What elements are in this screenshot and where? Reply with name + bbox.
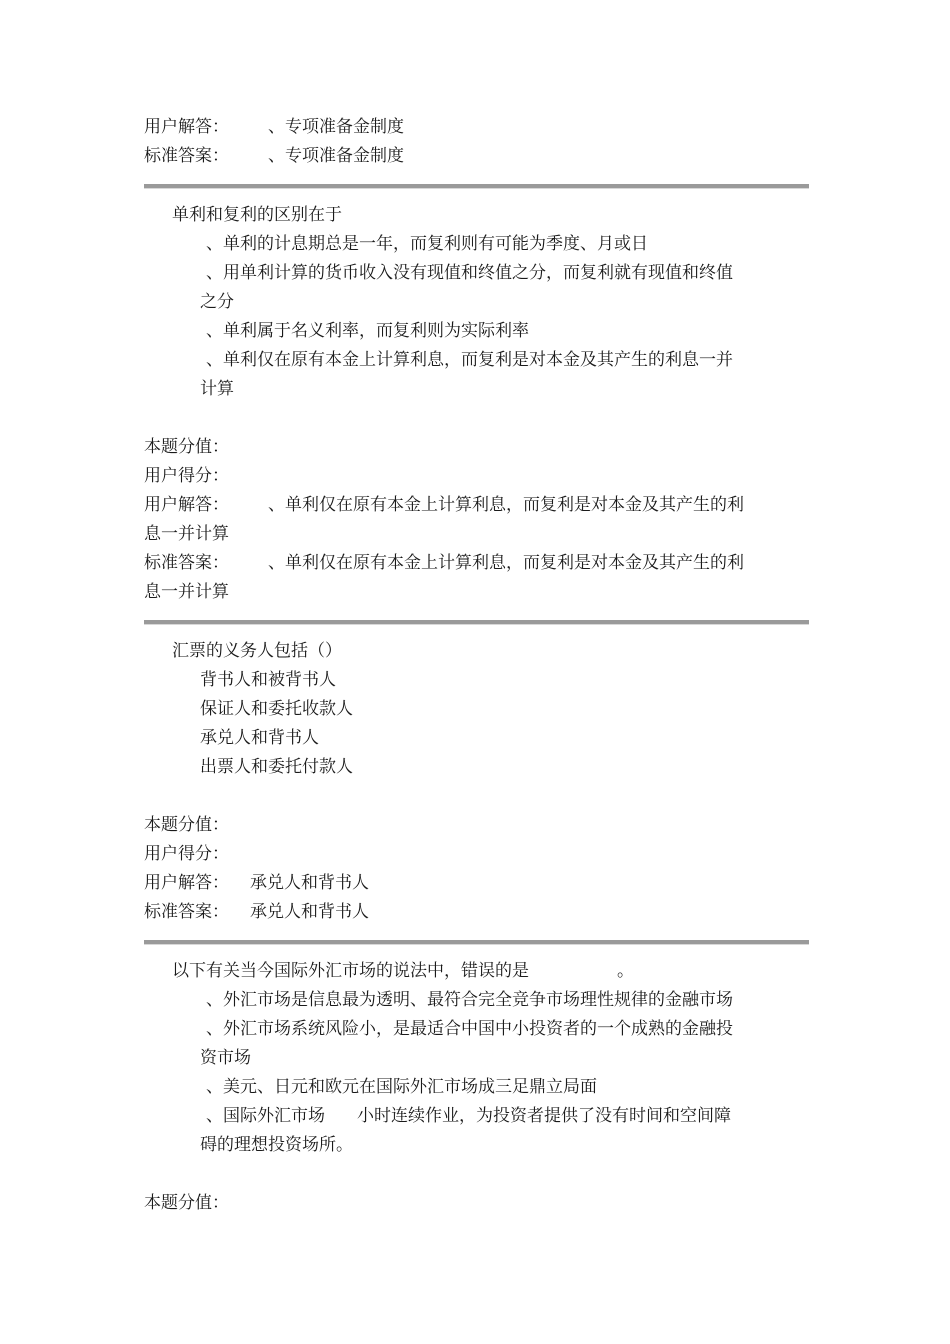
standard-answer-row xyxy=(144,898,809,927)
user-score-label: 用户得分： xyxy=(144,466,229,486)
question-text: 单利和复利的区别在于 xyxy=(172,205,342,225)
option-b[interactable]: 、外汇市场系统风险小，是最适合中国中小投资者的一个成熟的金融投 xyxy=(206,1019,733,1039)
question-text xyxy=(144,957,809,986)
user-answer-label: 用户解答： xyxy=(144,873,229,893)
standard-answer-label: 标准答案： xyxy=(144,146,229,166)
user-answer-row xyxy=(144,869,809,898)
user-answer-value: 、单利仅在原有本金上计算利息，而复利是对本金及其产生的利 xyxy=(268,495,744,515)
option-b-continuation: 资市场 xyxy=(200,1048,251,1068)
user-answer-row xyxy=(144,113,809,142)
standard-answer-value: 、专项准备金制度 xyxy=(268,146,404,166)
user-answer-row xyxy=(144,491,809,520)
standard-answer-continuation: 息一并计算 xyxy=(144,582,229,602)
user-answer-continuation: 息一并计算 xyxy=(144,524,229,544)
option-c[interactable]: 、单利属于名义利率，而复利则为实际利率 xyxy=(206,321,529,341)
standard-answer-value: 承兑人和背书人 xyxy=(250,902,369,922)
option-b-continuation: 之分 xyxy=(200,292,234,312)
option-a[interactable]: 、外汇市场是信息最为透明、最符合完全竞争市场理性规律的金融市场 xyxy=(206,990,733,1010)
question-text-main: 以下有关当今国际外汇市场的说法中，错误的是 xyxy=(172,961,529,981)
option-a[interactable]: 背书人和被背书人 xyxy=(200,670,336,690)
document-page xyxy=(144,113,809,1218)
option-d-continuation: 计算 xyxy=(200,379,234,399)
option-d-rest: 小时连续作业，为投资者提供了没有时间和空间障 xyxy=(357,1106,731,1126)
option-d-start: 、国际外汇市场 xyxy=(206,1106,325,1126)
option-d[interactable]: 、单利仅在原有本金上计算利息，而复利是对本金及其产生的利息一并 xyxy=(206,350,733,370)
option-b[interactable]: 、用单利计算的货币收入没有现值和终值之分，而复利就有现值和终值 xyxy=(206,263,733,283)
section-divider xyxy=(144,620,809,625)
user-answer-label: 用户解答： xyxy=(144,117,229,137)
section-divider xyxy=(144,184,809,189)
option-d[interactable] xyxy=(144,1102,809,1131)
standard-answer-label: 标准答案： xyxy=(144,553,229,573)
score-label: 本题分值： xyxy=(144,437,229,457)
option-b[interactable]: 保证人和委托收款人 xyxy=(200,699,353,719)
user-answer-label: 用户解答： xyxy=(144,495,229,515)
user-answer-value: 、专项准备金制度 xyxy=(268,117,404,137)
question-text-end: 。 xyxy=(617,961,634,981)
standard-answer-row xyxy=(144,142,809,171)
user-score-label: 用户得分： xyxy=(144,844,229,864)
option-d-continuation: 碍的理想投资场所。 xyxy=(200,1135,353,1155)
question-text: 汇票的义务人包括（） xyxy=(172,641,342,661)
section-divider xyxy=(144,940,809,945)
user-answer-value: 承兑人和背书人 xyxy=(250,873,369,893)
standard-answer-row xyxy=(144,549,809,578)
option-d[interactable]: 出票人和委托付款人 xyxy=(200,757,353,777)
score-label: 本题分值： xyxy=(144,815,229,835)
standard-answer-label: 标准答案： xyxy=(144,902,229,922)
score-label: 本题分值： xyxy=(144,1193,229,1213)
option-c[interactable]: 、美元、日元和欧元在国际外汇市场成三足鼎立局面 xyxy=(206,1077,597,1097)
option-c[interactable]: 承兑人和背书人 xyxy=(200,728,319,748)
option-a[interactable]: 、单利的计息期总是一年，而复利则有可能为季度、月或日 xyxy=(206,234,648,254)
standard-answer-value: 、单利仅在原有本金上计算利息，而复利是对本金及其产生的利 xyxy=(268,553,744,573)
